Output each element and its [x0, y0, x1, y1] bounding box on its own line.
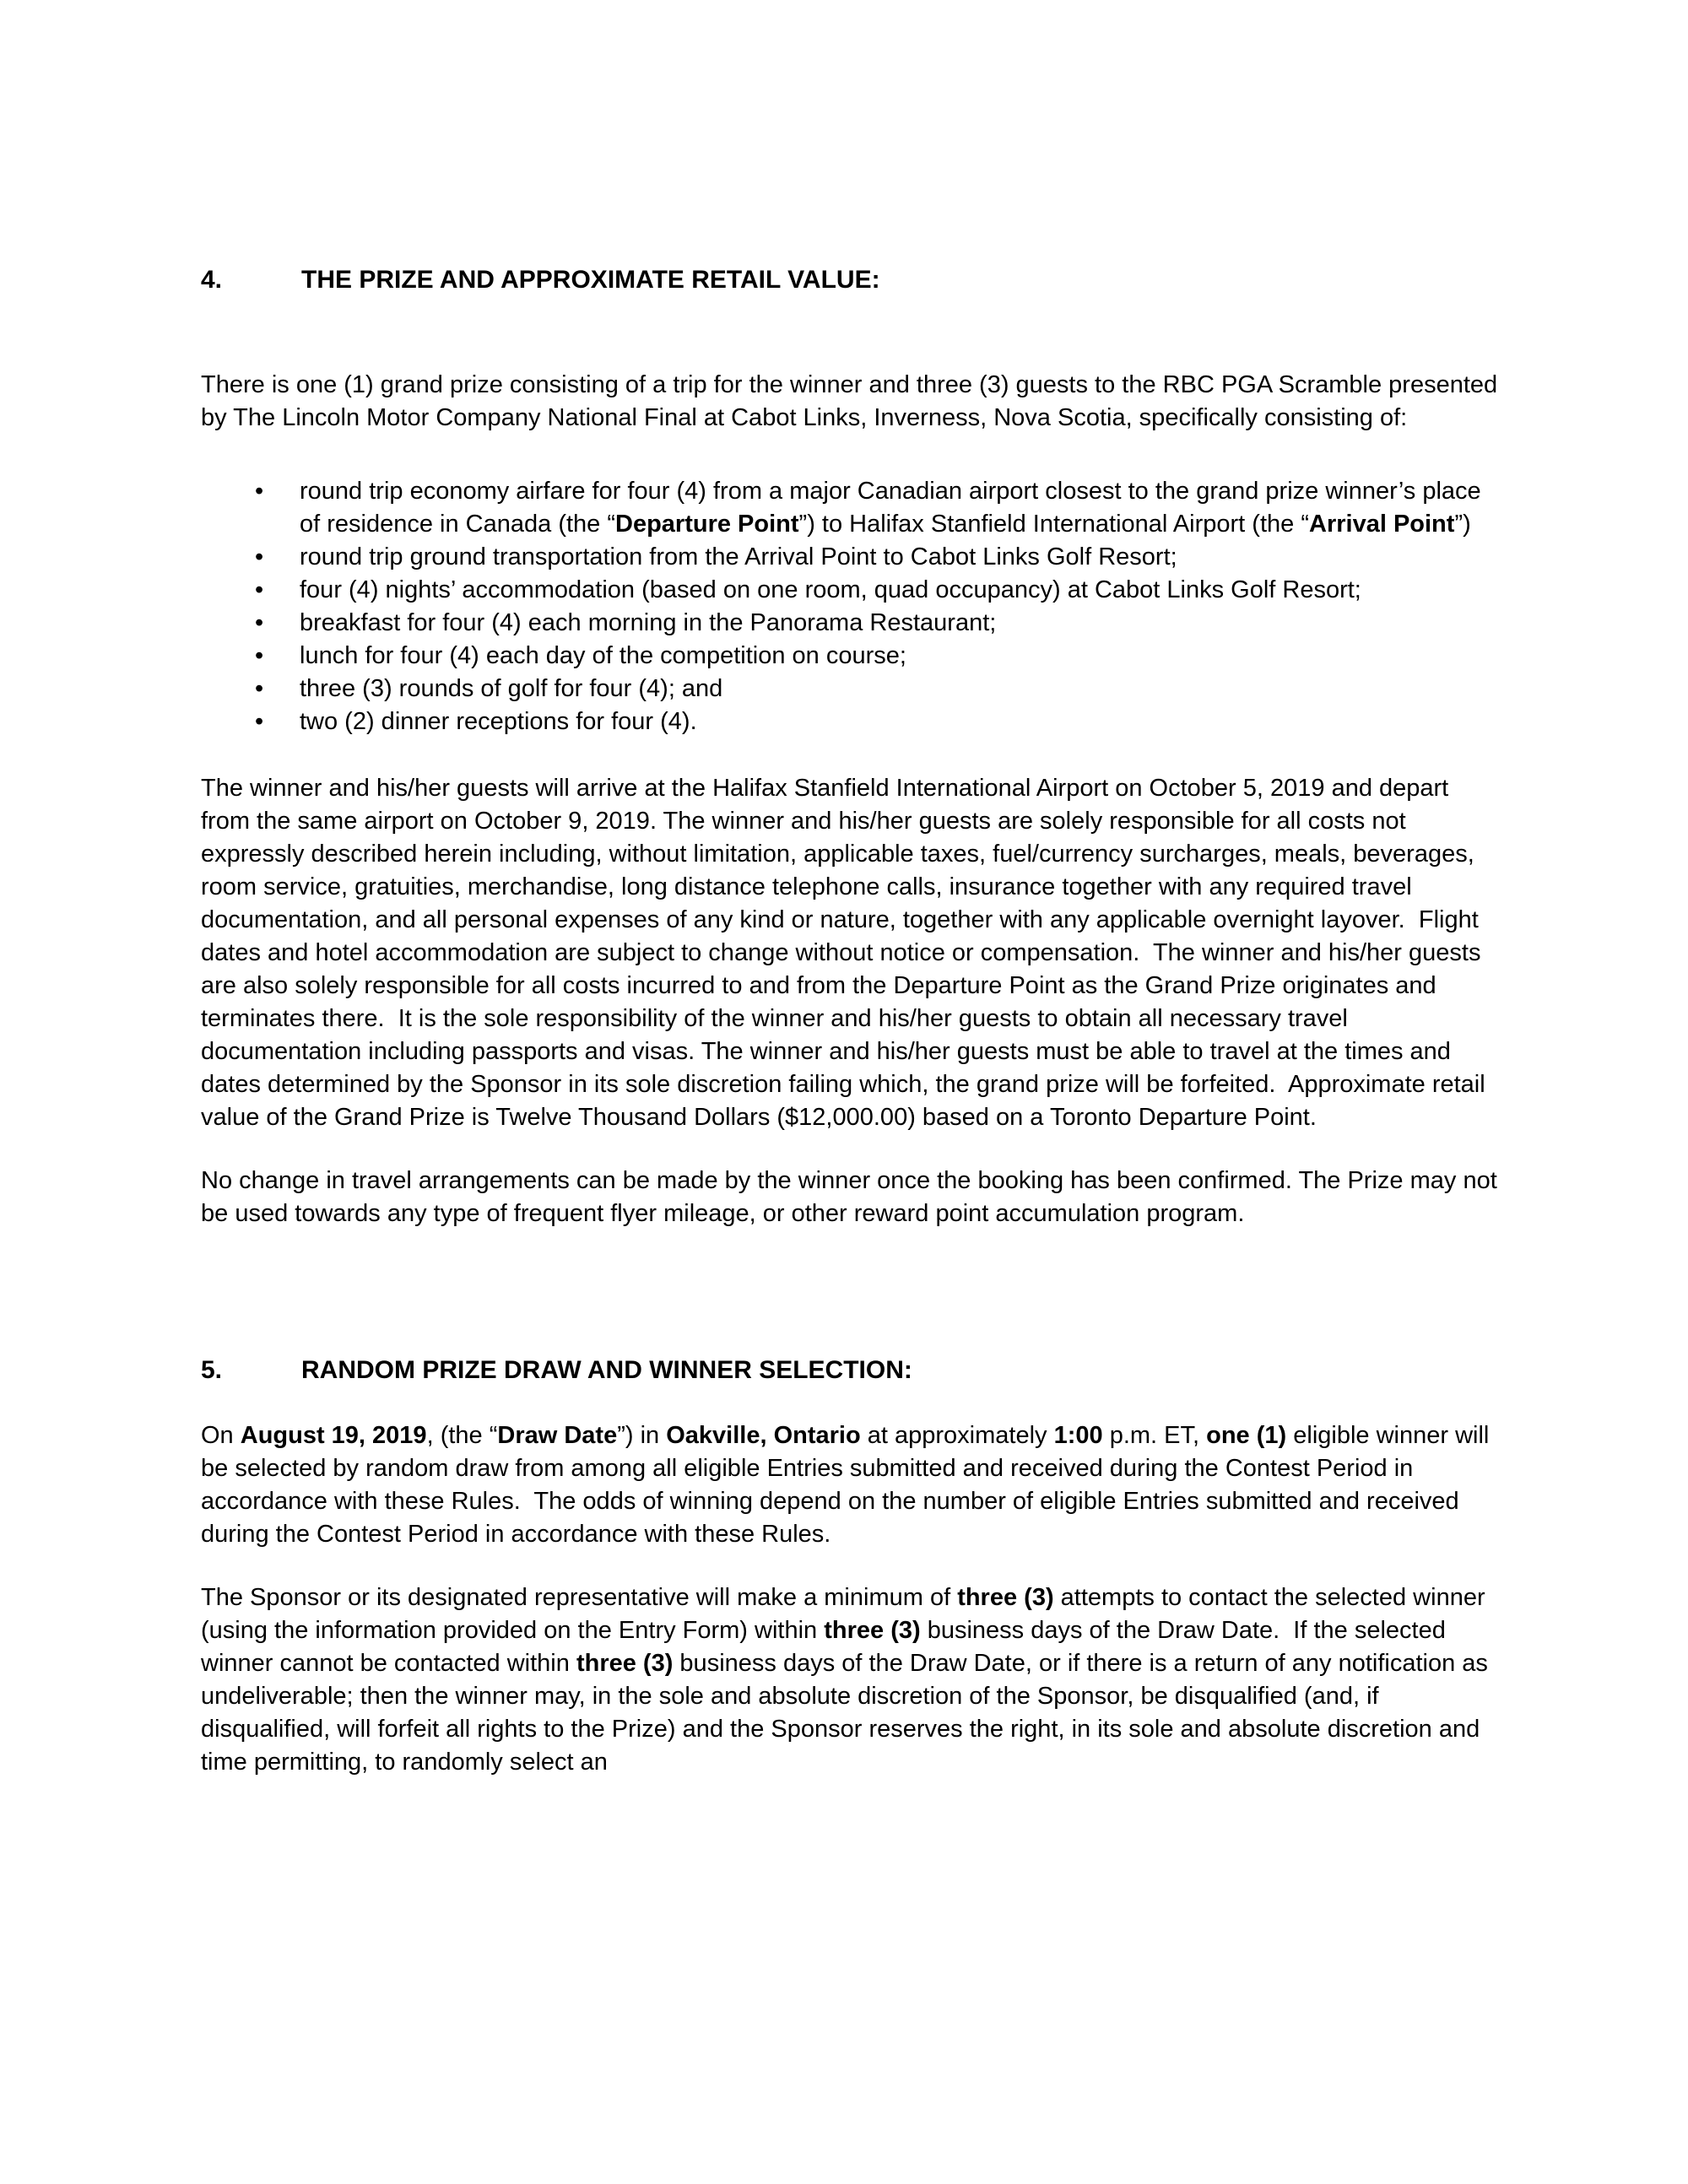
list-item: • three (3) rounds of golf for four (4); and — [201, 673, 1504, 705]
section-5-heading — [201, 1354, 1504, 1387]
intro-paragraph: There is one (1) grand prize consisting of a trip for the winner and three (3) guests to the RBC PGA Scramble presented by The Lincoln Motor Company National Final at Cabot Links, Inverness, Nova Scotia, specifically consisting of: — [201, 371, 1505, 431]
section-5-number: 5. — [201, 1356, 223, 1384]
section-4-heading — [201, 263, 1504, 296]
list-item: • four (4) nights’ accommodation (based on one room, quad occupancy) at Cabot Links Golf Resort; — [201, 574, 1504, 607]
draw-paragraph: On August 19, 2019, (the “Draw Date”) in Oakville, Ontario at approximately 1:00 p.m. ET, one (1) eligible winner will be selected by random draw from among all eligible Entries submitted and received during the Contest Period in accordance with these Rules. The odds of winning depend on the number of eligible Entries submitted and received during the Contest Period in accordance with these Rules. — [201, 1422, 1496, 1548]
list-item: • lunch for four (4) each day of the competition on course; — [201, 640, 1504, 673]
section-4-title: THE PRIZE AND APPROXIMATE RETAIL VALUE: — [301, 266, 880, 294]
section-4-number: 4. — [201, 266, 223, 294]
no-change-paragraph: No change in travel arrangements can be made by the winner once the booking has been confirmed. The Prize may not be used towards any type of frequent flyer mileage, or other reward point accumulation program. — [201, 1167, 1504, 1227]
section-5-title: RANDOM PRIZE DRAW AND WINNER SELECTION: — [301, 1356, 912, 1384]
list-item: • two (2) dinner receptions for four (4). — [201, 705, 1504, 738]
travel-details-paragraph: The winner and his/her guests will arrive at the Halifax Stanfield International Airport on October 5, 2019 and depart from the same airport on October 9, 2019. The winner and his/her guests are solely responsible for all costs not expressly described herein including, without limitation, applicable taxes, fuel/currency surcharges, meals, beverages, room service, gratuities, merchandise, long distance telephone calls, insurance together with any required travel documentation, and all personal expenses of any kind or nature, together with any applicable overnight layover. Flight dates and hotel accommodation are subject to change without notice or compensation. The winner and his/her guests are also solely responsible for all costs incurred to and from the Departure Point as the Grand Prize originates and terminates there. It is the sole responsibility of the winner and his/her guests to obtain all necessary travel documentation including passports and visas. The winner and his/her guests must be able to travel at the times and dates determined by the Sponsor in its sole discretion failing which, the grand prize will be forfeited. Approximate retail value of the Grand Prize is Twelve Thousand Dollars ($12,000.00) based on a Toronto Departure Point. — [201, 775, 1492, 1131]
list-item: • round trip ground transportation from the Arrival Point to Cabot Links Golf Resort; — [201, 541, 1504, 574]
list-item: • round trip economy airfare for four (4) from a major Canadian airport closest to the grand prize winner’s place of residence in Canada (the “Departure Point”) to Halifax Stanfield International Airport (the “Arrival Point”) — [201, 475, 1504, 541]
contact-paragraph: The Sponsor or its designated representative will make a minimum of three (3) attempts to contact the selected winner (using the information provided on the Entry Form) within three (3) business days of the Draw Date. If the selected winner cannot be contacted within three (3) business days of the Draw Date, or if there is a return of any notification as undeliverable; then the winner may, in the sole and absolute discretion of the Sponsor, be disqualified (and, if disqualified, will forfeit all rights to the Prize) and the Sponsor reserves the right, in its sole and absolute discretion and time permitting, to randomly select an — [201, 1584, 1495, 1776]
list-item: • breakfast for four (4) each morning in the Panorama Restaurant; — [201, 607, 1504, 640]
prize-list — [201, 475, 1504, 738]
